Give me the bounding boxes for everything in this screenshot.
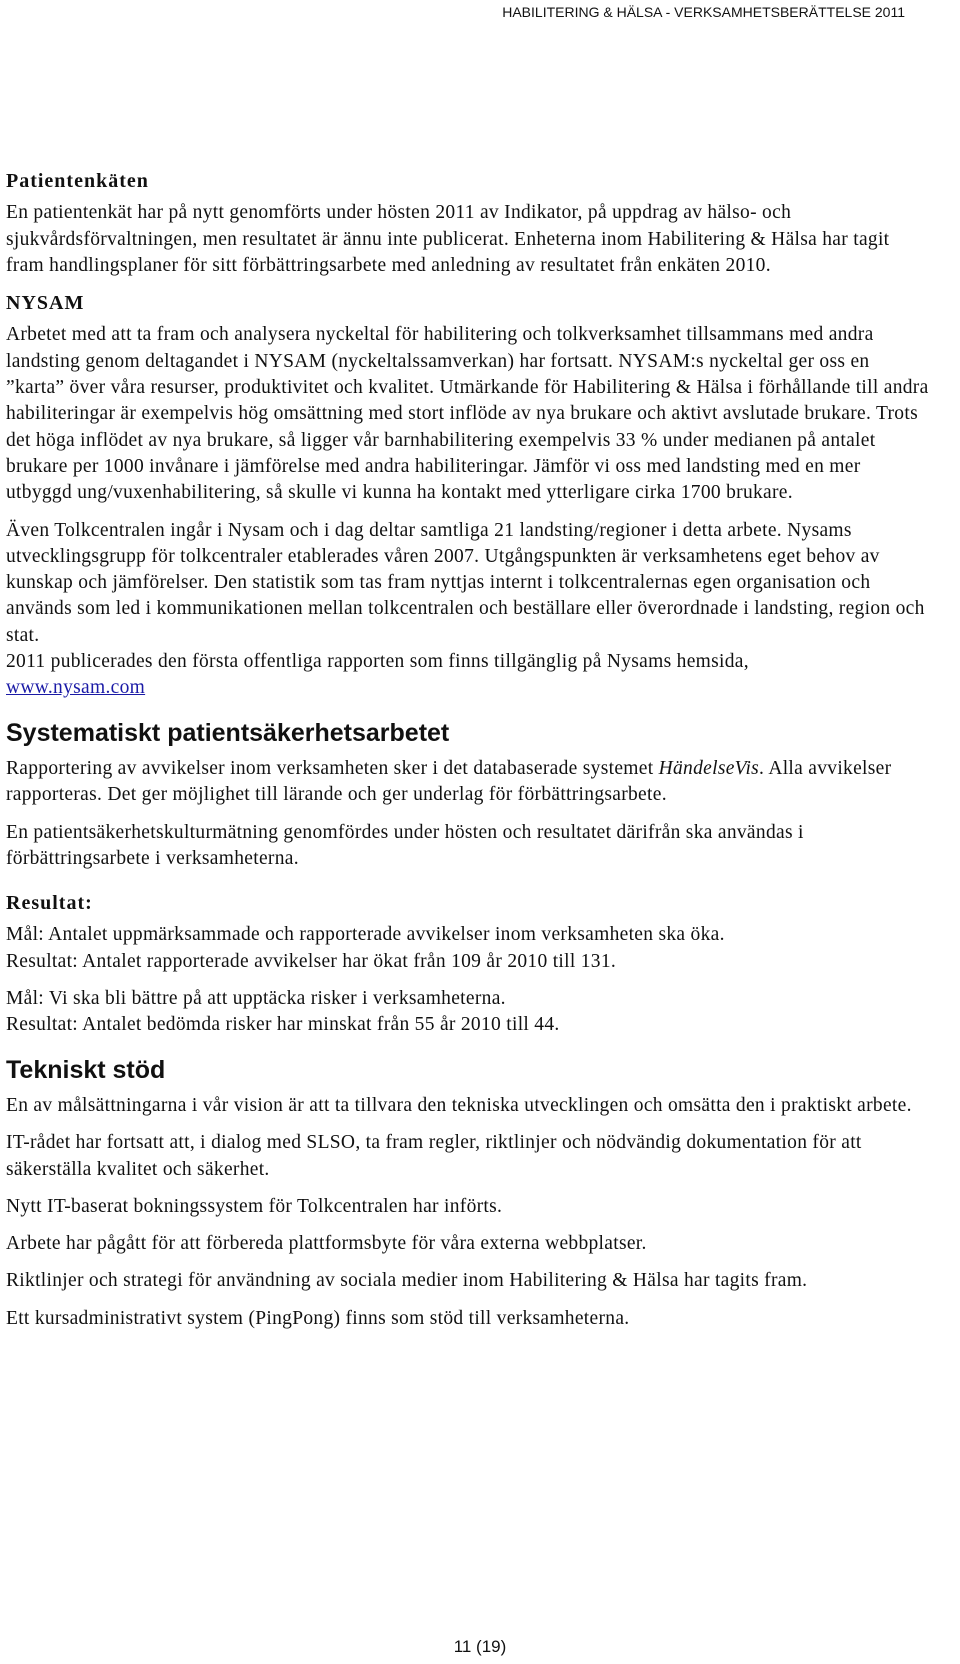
paragraph-patientsakerhet-2: En patientsäkerhetskulturmätning genomfördes under hösten och resultatet därifrån ska användas i förbättringsarbete i verksamheterna. — [6, 821, 804, 869]
heading-tekniskt-stod: Tekniskt stöd — [6, 1055, 166, 1084]
paragraph-tekniskt-3: Nytt IT-baserat bokningssystem för Tolkcentralen har införts. — [6, 1195, 503, 1217]
paragraph-tekniskt-5: Riktlinjer och strategi för användning av sociala medier inom Habilitering & Hälsa har tagits fram. — [6, 1270, 808, 1292]
p1-before: Rapportering av avvikelser inom verksamheten sker i det databaserade systemet — [6, 757, 654, 779]
goal-1: Mål: Antalet uppmärksammade och rapporterade avvikelser inom verksamheten ska öka. — [6, 924, 725, 946]
paragraph-nysam-3-text: 2011 publicerades den första offentliga rapporten som finns tillgänglig på Nysams hemsida, — [6, 651, 749, 673]
nysam-link[interactable]: www.nysam.com — [6, 677, 146, 699]
paragraph-nysam-1: Arbetet med att ta fram och analysera nyckeltal för habilitering och tolkverksamhet tillsammans med andra landsting genom deltagandet i NYSAM (nyckeltalssamverkan) har fortsatt. NYSAM:s nyckeltal ger oss en ”karta” över våra resurser, produktivitet och kvalitet. Utmärkande för Habilitering & Hälsa i förhållande till andra habiliteringar är exempelvis hög omsättning med stort inflöde av nya brukare och aktivt avslutade brukare. Trots det höga inflödet av nya brukare, så ligger vår barnhabilitering exempelvis 33 % under medianen på antalet brukare per 1000 invånare i jämförelse med andra habiliteringar. Jämför vi oss med landsting med en mer utbyggd ung/vuxenhabilitering, så skulle vi kunna ha kontakt med ytterligare cirka 1700 brukare. — [6, 324, 929, 504]
paragraph-tekniskt-2: IT-rådet har fortsatt att, i dialog med SLSO, ta fram regler, riktlinjer och nödvändig dokumentation för att säkerställa kvalitet och säkerhet. — [6, 1132, 862, 1180]
paragraph-nysam-3 — [6, 649, 931, 702]
running-header: HABILITERING & HÄLSA - VERKSAMHETSBERÄTTELSE 2011 — [502, 4, 905, 20]
p1-after: . Alla avvikelser rapporteras. Det ger möjlighet till lärande och ger underlag för förbättringsarbete. — [6, 757, 892, 806]
result-1: Resultat: Antalet rapporterade avvikelser har ökat från 109 år 2010 till 131. — [6, 950, 617, 972]
paragraph-tekniskt-1: En av målsättningarna i vår vision är att ta tillvara den tekniska utvecklingen och omsätta den i praktiskt arbete. — [6, 1094, 912, 1116]
paragraph-tekniskt-6: Ett kursadministrativt system (PingPong) finns som stöd till verksamheterna. — [6, 1307, 630, 1329]
goal-result-1 — [6, 922, 931, 975]
heading-resultat: Resultat: — [6, 892, 93, 915]
paragraph-patientsakerhet-1 — [6, 756, 931, 809]
handelsevis-system-name: HändelseVis — [658, 757, 760, 779]
goal-2: Mål: Vi ska bli bättre på att upptäcka risker i verksamheterna. — [6, 988, 506, 1010]
paragraph-tekniskt-4: Arbete har pågått för att förbereda plattformsbyte för våra externa webbplatser. — [6, 1233, 647, 1255]
document-body — [6, 168, 931, 1343]
paragraph-nysam-2: Även Tolkcentralen ingår i Nysam och i dag deltar samtliga 21 landsting/regioner i detta arbete. Nysams utvecklingsgrupp för tolkcentraler etablerades våren 2007. Utgångspunkten är verksamhetens eget behov av kunskap och jämförelser. Den statistik som tas fram nyttjas internt i tolkcentralernas egen organisation och används som led i kommunikationen mellan tolkcentralen och beställare eller överordnade i landsting, region och stat. — [6, 519, 925, 646]
section-patientsakerhet — [6, 720, 931, 1039]
section-patientenkaten — [6, 168, 931, 279]
heading-patientenkaten: Patientenkäten — [6, 170, 149, 192]
goal-result-2 — [6, 986, 931, 1039]
section-tekniskt-stod — [6, 1057, 931, 1332]
heading-patientsakerhet: Systematiskt patientsäkerhetsarbetet — [6, 718, 450, 747]
result-2: Resultat: Antalet bedömda risker har minskat från 55 år 2010 till 44. — [6, 1014, 560, 1036]
heading-nysam: NYSAM — [6, 292, 85, 315]
section-nysam — [6, 290, 931, 701]
paragraph-patientenkaten: En patientenkät har på nytt genomförts under hösten 2011 av Indikator, på uppdrag av hälso- och sjukvårdsförvaltningen, men resultatet är ännu inte publicerat. Enheterna inom Habilitering & Hälsa har tagit fram handlingsplaner för sitt förbättringsarbete med anledning av resultatet från enkäten 2010. — [6, 202, 890, 276]
page-number: 11 (19) — [453, 1637, 507, 1656]
